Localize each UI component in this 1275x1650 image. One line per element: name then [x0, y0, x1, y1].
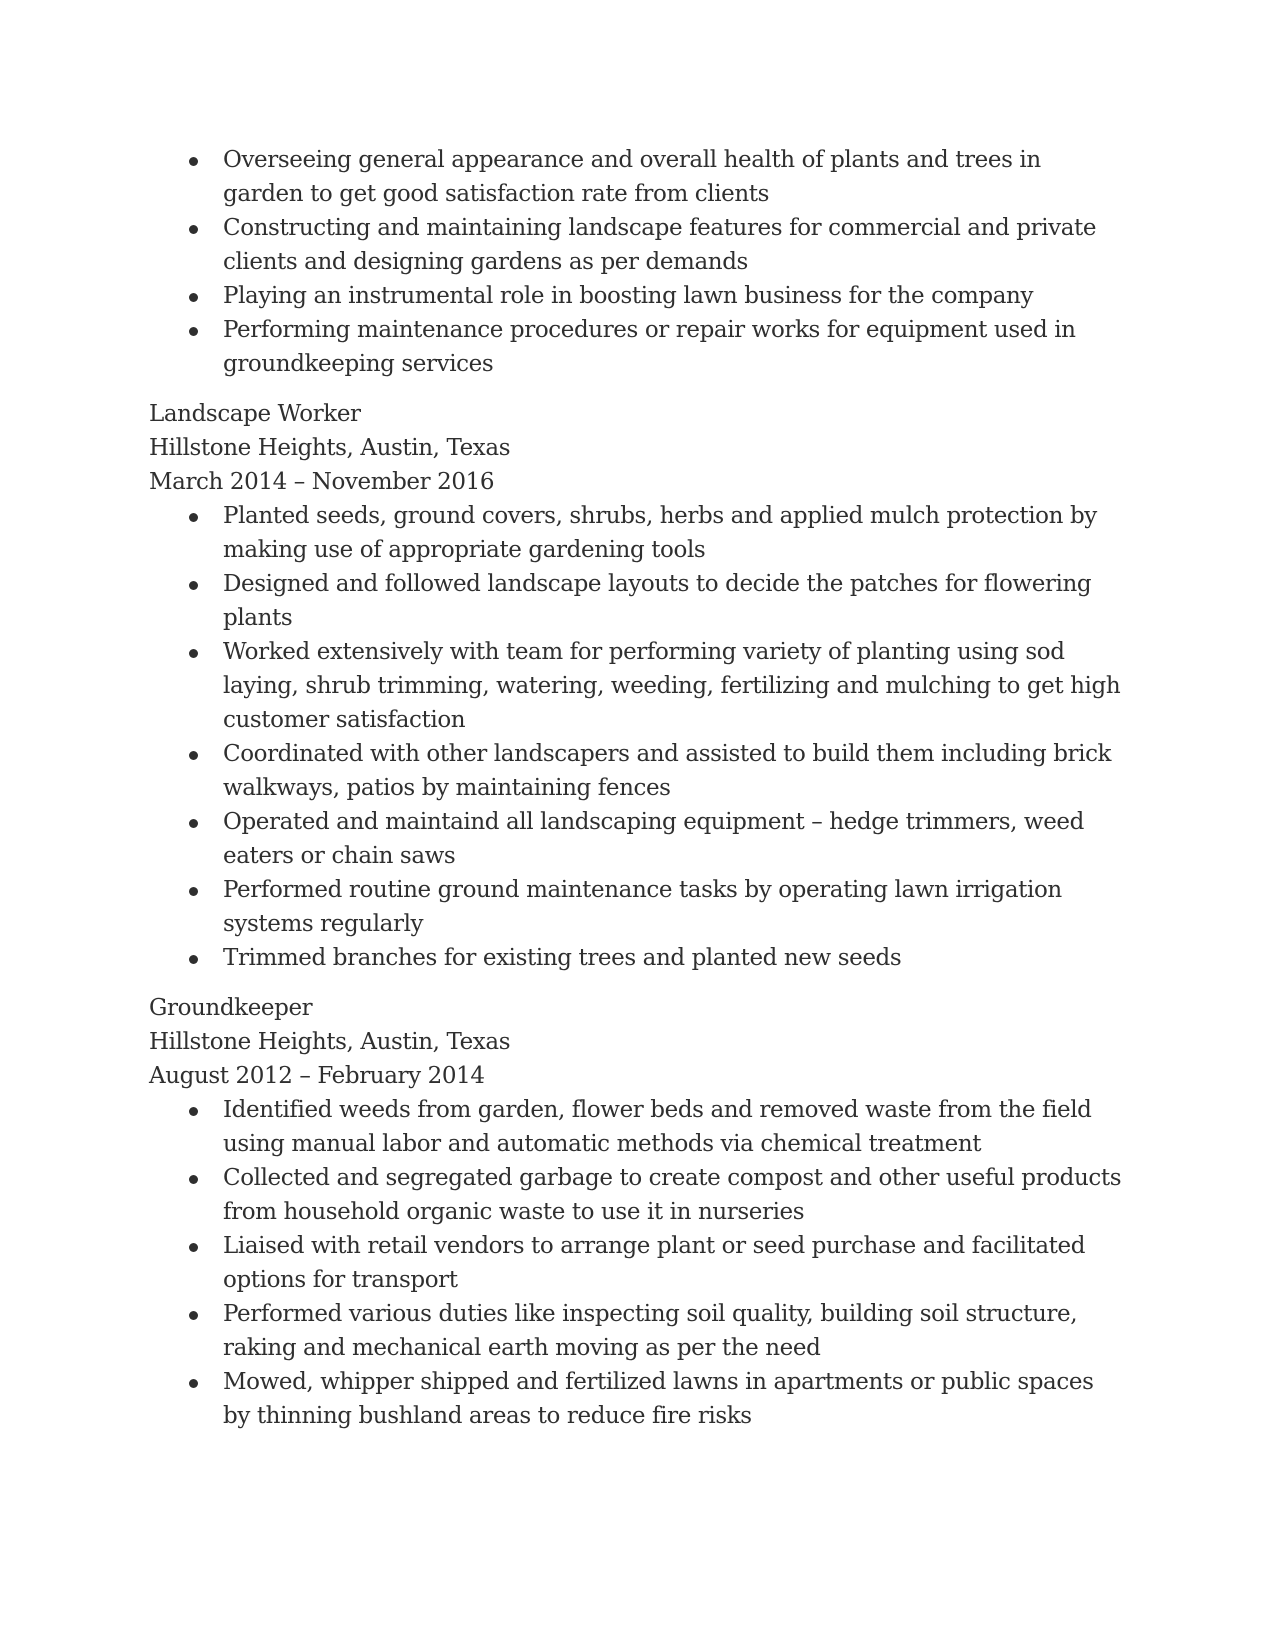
bullet-text: Collected and segregated garbage to create compost and other useful products from household organic waste to use it in nurseries [223, 1165, 1122, 1225]
job-title: Landscape Worker [149, 401, 361, 427]
bullet-text: Performed routine ground maintenance tasks by operating lawn irrigation systems regularly [223, 877, 1062, 937]
bullet-item [149, 211, 1123, 279]
bullet-icon [189, 819, 198, 828]
job-dates: August 2012 – February 2014 [149, 1063, 485, 1089]
bullet-text: Liaised with retail vendors to arrange plant or seed purchase and facilitated options for transport [223, 1233, 1086, 1293]
bullet-icon [189, 751, 198, 760]
bullet-list [149, 499, 1149, 975]
bullet-text: Planted seeds, ground covers, shrubs, herbs and applied mulch protection by making use of appropriate gardening tools [223, 503, 1097, 563]
bullet-item [149, 279, 1123, 313]
bullet-icon [189, 649, 198, 658]
job-landscape-worker [149, 397, 1149, 975]
bullet-item [149, 499, 1123, 567]
bullet-item [149, 1229, 1123, 1297]
bullet-list [149, 1093, 1149, 1433]
bullet-list [149, 143, 1149, 381]
bullet-item [149, 873, 1123, 941]
bullet-text: Overseeing general appearance and overall health of plants and trees in garden to get good satisfaction rate from clients [223, 147, 1041, 207]
bullet-icon [189, 955, 198, 964]
bullet-icon [189, 157, 198, 166]
bullet-icon [189, 1107, 198, 1116]
bullet-icon [189, 1311, 198, 1320]
bullet-icon [189, 581, 198, 590]
bullet-text: Playing an instrumental role in boosting lawn business for the company [223, 283, 1034, 309]
bullet-text: Worked extensively with team for performing variety of planting using sod laying, shrub trimming, watering, weeding, fertilizing and mulching to get high customer satisfaction [223, 639, 1121, 733]
bullet-item [149, 143, 1123, 211]
bullet-text: Performing maintenance procedures or repair works for equipment used in groundkeeping services [223, 317, 1076, 377]
bullet-icon [189, 327, 198, 336]
bullet-item [149, 635, 1123, 737]
bullet-item [149, 1365, 1123, 1433]
bullet-icon [189, 513, 198, 522]
bullet-text: Operated and maintaind all landscaping equipment – hedge trimmers, weed eaters or chain saws [223, 809, 1084, 869]
bullet-item [149, 737, 1123, 805]
bullet-text: Identified weeds from garden, flower beds and removed waste from the field using manual labor and automatic methods via chemical treatment [223, 1097, 1092, 1157]
bullet-text: Trimmed branches for existing trees and planted new seeds [223, 945, 902, 971]
bullet-icon [189, 1243, 198, 1252]
bullet-item [149, 1093, 1123, 1161]
previous-job-continuation [149, 143, 1149, 381]
bullet-item [149, 567, 1123, 635]
bullet-icon [189, 887, 198, 896]
job-location: Hillstone Heights, Austin, Texas [149, 435, 511, 461]
document-page [149, 143, 1149, 1433]
bullet-item [149, 1297, 1123, 1365]
bullet-icon [189, 1379, 198, 1388]
bullet-text: Mowed, whipper shipped and fertilized lawns in apartments or public spaces by thinning bushland areas to reduce fire risks [223, 1369, 1094, 1429]
bullet-text: Performed various duties like inspecting soil quality, building soil structure, raking and mechanical earth moving as per the need [223, 1301, 1078, 1361]
bullet-item [149, 313, 1123, 381]
job-title: Groundkeeper [149, 995, 313, 1021]
bullet-text: Constructing and maintaining landscape features for commercial and private clients and designing gardens as per demands [223, 215, 1097, 275]
bullet-icon [189, 225, 198, 234]
bullet-text: Coordinated with other landscapers and assisted to build them including brick walkways, patios by maintaining fences [223, 741, 1112, 801]
job-groundkeeper [149, 991, 1149, 1433]
job-location: Hillstone Heights, Austin, Texas [149, 1029, 511, 1055]
bullet-item [149, 805, 1123, 873]
bullet-icon [189, 293, 198, 302]
job-dates: March 2014 – November 2016 [149, 469, 495, 495]
bullet-item [149, 941, 1123, 975]
bullet-item [149, 1161, 1123, 1229]
bullet-text: Designed and followed landscape layouts to decide the patches for flowering plants [223, 571, 1092, 631]
bullet-icon [189, 1175, 198, 1184]
